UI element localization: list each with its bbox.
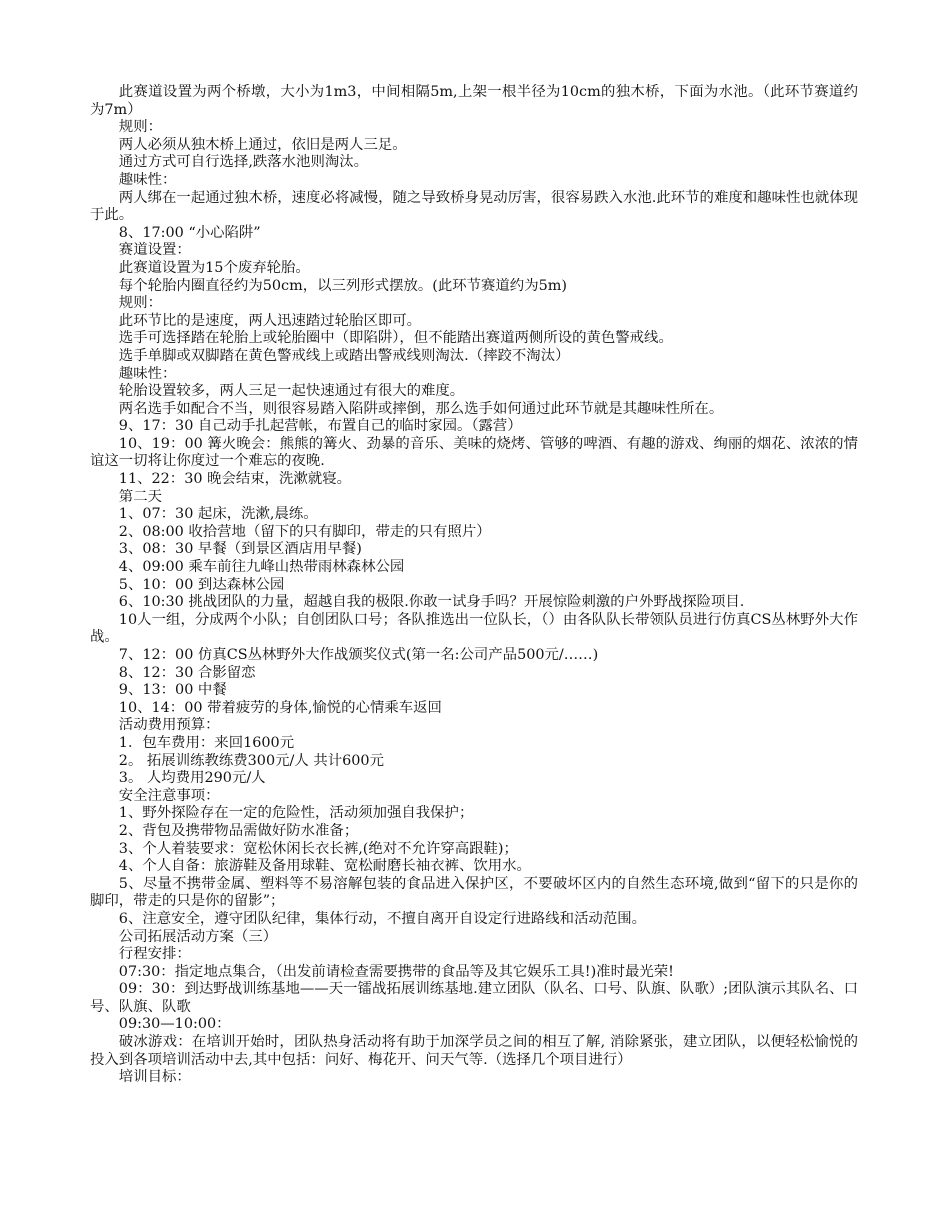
- paragraph: 两名选手如配合不当，则很容易踏入陷阱或摔倒，那么选手如何通过此环节就是其趣味性所在。: [118, 400, 724, 417]
- paragraph: 通过方式可自行选择,跌落水池则淘汰。: [118, 154, 369, 171]
- paragraph: 1、07：30 起床，洗漱,晨练。: [118, 506, 318, 523]
- paragraph: 10、19：00 篝火晚会：熊熊的篝火、劲暴的音乐、美味的烧烤、管够的啤酒、有趣的游戏、绚丽的烟花、浓浓的情谊这一切将让你度过一个难忘的夜晚.: [90, 435, 858, 470]
- paragraph: 每个轮胎内圈直径约为50cm，以三列形式摆放。(此环节赛道约为5m): [118, 277, 568, 294]
- paragraph: 规则：: [118, 295, 162, 312]
- paragraph: 1．包车费用：来回1600元: [118, 734, 295, 751]
- paragraph: 5、尽量不携带金属、塑料等不易溶解包装的食品进入保护区，不要破坏区内的自然生态环境,做到“留下的只是你的脚印，带走的只是你的留影”；: [90, 875, 858, 910]
- paragraph: 活动费用预算：: [118, 717, 220, 734]
- paragraph: 6、注意安全，遵守团队纪律，集体行动，不擅自离开自设定行进路线和活动范围。: [118, 910, 647, 927]
- paragraph: 第二天: [118, 488, 162, 505]
- paragraph: 7、12：00 仿真CS丛林野外大作战颁奖仪式(第一名:公司产品500元/……): [118, 647, 599, 663]
- paragraph: 规则：: [118, 119, 162, 136]
- paragraph: 选手可选择踏在轮胎上或轮胎圈中（即陷阱），但不能踏出赛道两侧所设的黄色警戒线。: [118, 330, 673, 347]
- paragraph: 9、13：00 中餐: [118, 682, 227, 699]
- paragraph: 11、22：30 晚会结束，洗漱就寝。: [118, 471, 351, 488]
- paragraph: 1、野外探险存在一定的危险性，活动须加强自我保护；: [118, 805, 474, 822]
- paragraph: 安全注意事项：: [118, 787, 220, 804]
- paragraph: 培训目标：: [118, 1069, 191, 1086]
- paragraph: 10、14：00 带着疲劳的身体,愉悦的心情乘车返回: [118, 699, 442, 716]
- paragraph: 赛道设置：: [118, 242, 191, 259]
- paragraph: 07:30：指定地点集合，（出发前请检查需要携带的食品等及其它娱乐工具!)准时最光荣!: [118, 963, 674, 980]
- paragraph: 趣味性：: [118, 171, 177, 188]
- paragraph: 10人一组，分成两个小队；自创团队口号；各队推选出一位队长，（）由各队队长带领队员进行仿真CS丛林野外大作战。: [90, 611, 858, 646]
- paragraph: 8、12：30 合影留恋: [118, 664, 256, 681]
- paragraph: 趣味性：: [118, 365, 177, 382]
- paragraph: 09:30—10:00：: [118, 1016, 231, 1033]
- paragraph: 3。 人均费用290元/人: [118, 770, 266, 787]
- paragraph: 2、背包及携带物品需做好防水准备；: [118, 822, 359, 839]
- paragraph: 公司拓展活动方案（三）: [118, 928, 278, 945]
- paragraph: 2、08:00 收拾营地（留下的只有脚印，带走的只有照片）: [118, 523, 491, 540]
- paragraph: 轮胎设置较多，两人三足一起快速通过有很大的难度。: [118, 383, 465, 400]
- paragraph: 9、17：30 自己动手扎起营帐，布置自己的临时家园。（露营）: [118, 418, 522, 435]
- paragraph: 此赛道设置为15个废弃轮胎。: [118, 259, 310, 276]
- paragraph: 此赛道设置为两个桥墩，大小为1m3，中间相隔5m,上架一根半径为10cm的独木桥，下面为水池。（此环节赛道约为7m）: [90, 84, 858, 118]
- paragraph: 两人必须从独木桥上通过，依旧是两人三足。: [118, 136, 407, 153]
- paragraph: 此环节比的是速度，两人迅速踏过轮胎区即可。: [118, 312, 422, 329]
- paragraph: 6、10:30 挑战团队的力量，超越自我的极限.你敢一试身手吗？开展惊险刺激的户外野战探险项目.: [118, 594, 745, 611]
- paragraph: 5、10：00 到达森林公园: [118, 576, 285, 593]
- paragraph: 8、17:00 “小心陷阱”: [118, 224, 261, 241]
- paragraph: 09：30：到达野战训练基地——天一镭战拓展训练基地.建立团队（队名、口号、队旗、队歌）;团队演示其队名、口号、队旗、队歌: [90, 981, 858, 1015]
- paragraph: 2。 拓展训练教练费300元/人 共计600元: [118, 752, 384, 769]
- paragraph: 4、09:00 乘车前往九峰山热带雨林森林公园: [118, 559, 405, 576]
- paragraph: 选手单脚或双脚踏在黄色警戒线上或踏出警戒线则淘汰.（摔跤不淘汰）: [118, 347, 570, 364]
- paragraph: 两人绑在一起通过独木桥，速度必将减慢，随之导致桥身晃动厉害，很容易跌入水池.此环节的难度和趣味性也就体现于此。: [90, 189, 858, 224]
- paragraph: 行程安排：: [118, 946, 191, 963]
- paragraph: 3、个人着装要求：宽松休闲长衣长裤,(绝对不允许穿高跟鞋)；: [118, 840, 518, 857]
- paragraph: 破冰游戏：在培训开始时，团队热身活动将有助于加深学员之间的相互了解, 消除紧张，建立团队，以便轻松愉悦的投入到各项培训活动中去,其中包括：问好、梅花开、问天气等.（选择几个项目进行）: [90, 1034, 858, 1068]
- paragraph: 4、个人自备：旅游鞋及备用球鞋、宽松耐磨长袖衣裤、饮用水。: [118, 858, 531, 875]
- paragraph: 3、08：30 早餐（到景区酒店用早餐): [118, 541, 362, 558]
